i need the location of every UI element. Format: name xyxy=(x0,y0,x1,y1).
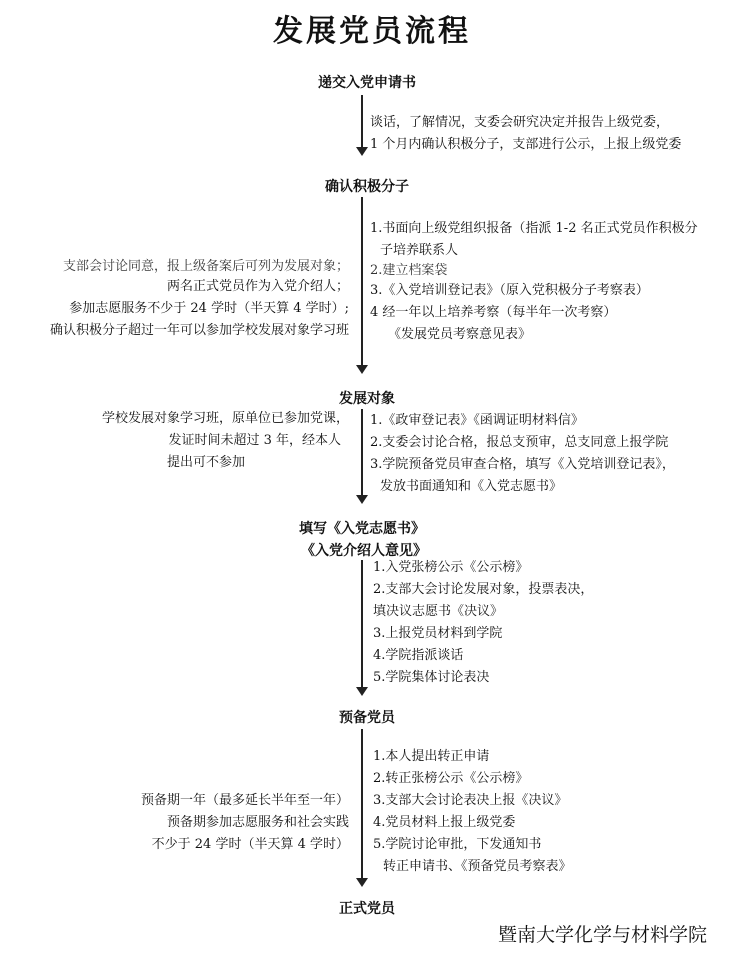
step5-condition-line: 预备期一年（最多延长半年至一年） xyxy=(140,793,349,808)
step5-notes xyxy=(373,746,744,878)
step3-note-line: 1.《政审登记表》《函调证明材料信》 xyxy=(370,413,584,428)
flow-arrow-2 xyxy=(355,197,369,375)
flow-arrow-1 xyxy=(355,95,369,157)
flow-arrow-3 xyxy=(355,409,369,504)
step5-condition-line: 预备期参加志愿服务和社会实践 xyxy=(166,815,349,830)
step5-note-line: 2.转正张榜公示《公示榜》 xyxy=(373,771,529,786)
step3-condition-line: 发证时间未超过 3 年，经本人 xyxy=(168,433,341,448)
step1-note-line: 谈话，了解情况，支委会研究决定并报告上级党委， xyxy=(370,115,670,130)
step5-note-line: 5.学院讨论审批，下发通知书 xyxy=(373,837,542,852)
step2-note-line: 子培养联系人 xyxy=(380,243,459,258)
flow-arrow-4 xyxy=(355,560,369,696)
step2-condition-line: 支部会讨论同意，报上级备案后可列为发展对象； xyxy=(62,259,349,274)
step2-note-line: 1.书面向上级党组织报备（指派 1-2 名正式党员作积极分 xyxy=(370,221,698,236)
step2-condition-line: 两名正式党员作为入党介绍人； xyxy=(166,279,349,294)
step5-note-line: 1.本人提出转正申请 xyxy=(373,749,490,764)
step4-note-line: 3.上报党员材料到学院 xyxy=(373,626,503,641)
step5-note-line: 3.支部大会讨论表决上报《决议》 xyxy=(373,793,568,808)
step3-notes xyxy=(370,410,742,498)
stage-development-target: 发展对象 xyxy=(339,391,395,407)
step3-note-line: 3.学院预备党员审查合格，填写《入党培训登记表》， xyxy=(370,457,675,472)
step3-condition-line: 提出可不参加 xyxy=(166,455,245,470)
footer-institution: 暨南大学化学与材料学院 xyxy=(498,924,708,946)
step3-note-line: 2.支委会讨论合格，报总支预审，总支同意上报学院 xyxy=(370,435,669,450)
step4-note-line: 1.入党张榜公示《公示榜》 xyxy=(373,560,529,575)
flow-arrow-5 xyxy=(355,729,369,887)
step2-conditions xyxy=(0,258,349,342)
stage-apply: 递交入党申请书 xyxy=(318,75,416,91)
stage-activist: 确认积极分子 xyxy=(325,179,409,195)
step4-note-line: 5.学院集体讨论表决 xyxy=(373,670,490,685)
step4-note-line: 2.支部大会讨论发展对象，投票表决， xyxy=(373,582,594,597)
step2-condition-line: 参加志愿服务不少于 24 学时（半天算 4 学时）; xyxy=(69,301,349,316)
step5-conditions xyxy=(0,790,349,856)
step3-condition-line: 学校发展对象学习班，原单位已参加党课， xyxy=(101,411,349,426)
step3-conditions xyxy=(0,408,349,474)
step2-note-line: 4 经一年以上培养考察（每半年一次考察） xyxy=(370,305,617,320)
step4-notes xyxy=(373,557,744,689)
step4-note-line: 填决议志愿书《决议》 xyxy=(373,604,504,619)
step2-note-line: 《发展党员考察意见表》 xyxy=(388,327,532,342)
step2-notes xyxy=(370,218,730,346)
stage-full-member: 正式党员 xyxy=(339,901,395,917)
step2-note-line: 3.《入党培训登记表》（原入党积极分子考察表） xyxy=(370,283,649,298)
step2-note-line: 2.建立档案袋 xyxy=(370,263,448,278)
stage-probationary-member: 预备党员 xyxy=(339,710,395,726)
step3-note-line: 发放书面通知和《入党志愿书》 xyxy=(380,479,563,494)
step5-note-line: 4.党员材料上报上级党委 xyxy=(373,815,516,830)
step5-condition-line: 不少于 24 学时（半天算 4 学时） xyxy=(151,837,349,852)
stage-introducer-opinion: 《入党介绍人意见》 xyxy=(301,543,427,559)
page-title: 发展党员流程 xyxy=(273,14,471,49)
step1-notes xyxy=(370,112,742,156)
step5-note-line: 转正申请书、《预备党员考察表》 xyxy=(383,859,572,874)
stage-application-form: 填写《入党志愿书》 xyxy=(299,521,425,537)
step2-condition-line: 确认积极分子超过一年可以参加学校发展对象学习班 xyxy=(49,323,349,338)
step1-note-line: 1 个月内确认积极分子，支部进行公示，上报上级党委 xyxy=(370,137,682,152)
step4-note-line: 4.学院指派谈话 xyxy=(373,648,464,663)
